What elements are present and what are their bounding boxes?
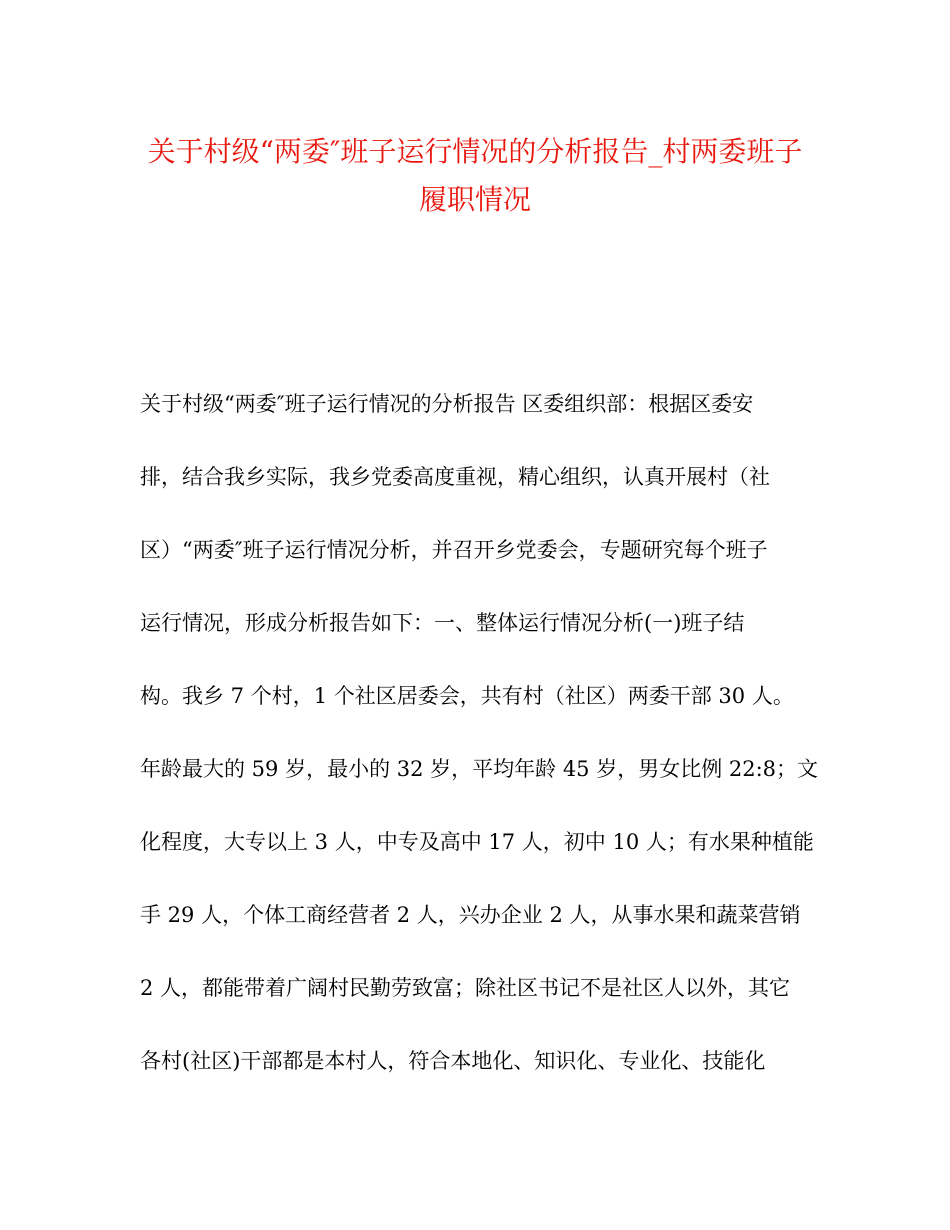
body-line: 手 29 人，个体工商经营者 2 人，兴办企业 2 人，从事水果和蔬菜营销: [140, 903, 801, 927]
body-line: 化程度，大专以上 3 人，中专及高中 17 人，初中 10 人；有水果种植能: [140, 830, 814, 854]
body-line: 关于村级“两委″班子运行情况的分析报告 区委组织部：根据区委安: [140, 392, 754, 416]
title-line: 关于村级“两委″班子运行情况的分析报告_村两委班子: [147, 135, 803, 168]
body-line: 2 人，都能带着广阔村民勤劳致富；除社区书记不是社区人以外，其它: [140, 976, 791, 1000]
body-line: 排，结合我乡实际，我乡党委高度重视，精心组织，认真开展村（社: [140, 465, 770, 489]
body-line: 构。我乡 7 个村，1 个社区居委会，共有村（社区）两委干部 30 人。: [140, 684, 794, 708]
document-body: [140, 368, 820, 1098]
body-line: 运行情况，形成分析报告如下：一、整体运行情况分析(一)班子结: [140, 611, 745, 635]
body-line: 各村(社区)干部都是本村人，符合本地化、知识化、专业化、技能化: [140, 1049, 766, 1073]
body-line: 年龄最大的 59 岁，最小的 32 岁，平均年龄 45 岁，男女比例 22:8；文: [140, 757, 819, 781]
body-line: 区）“两委″班子运行情况分析，并召开乡党委会，专题研究每个班子: [140, 538, 768, 562]
document-title: [60, 128, 890, 224]
title-line: 履职情况: [418, 183, 531, 216]
